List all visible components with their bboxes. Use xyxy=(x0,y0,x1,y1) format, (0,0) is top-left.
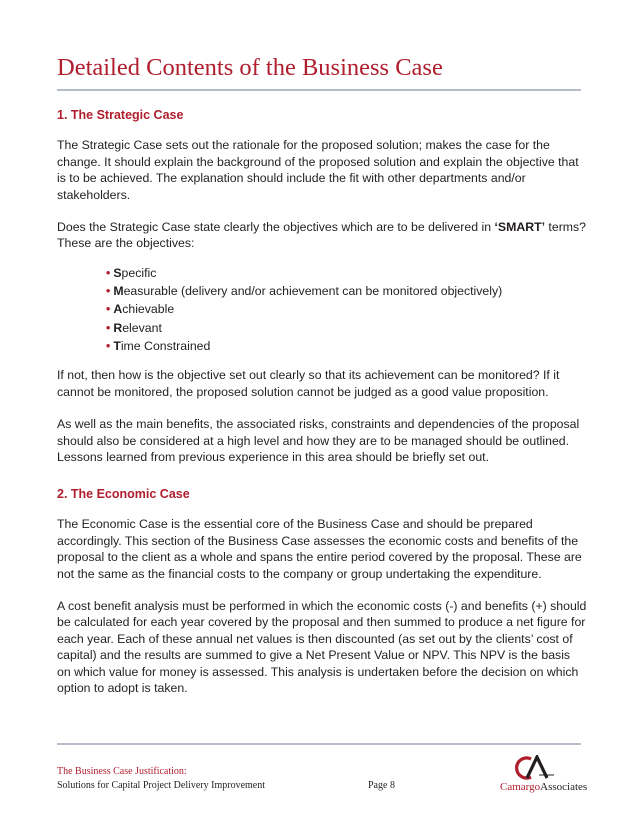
strategic-case-heading: 1. The Strategic Case xyxy=(57,108,184,122)
list-item-text: ime Constrained xyxy=(120,339,211,354)
strategic-case-paragraph-1: The Strategic Case sets out the rationale for the proposed solution; makes the case for the change. It should explain the background of the proposed solution and explain the objective that is to be achieved. The explanation should include the fit with other departments and/or stakeholders. xyxy=(57,138,579,202)
list-item xyxy=(106,264,587,282)
company-name xyxy=(500,781,587,793)
list-item xyxy=(106,282,587,300)
strategic-case-paragraph-2 xyxy=(57,219,587,252)
bullet-icon: • xyxy=(106,302,111,317)
list-item-initial: S xyxy=(113,265,122,280)
list-item-text: pecific xyxy=(121,265,157,280)
bullet-icon: • xyxy=(106,339,111,354)
list-item-initial: T xyxy=(113,339,121,354)
strategic-case-section xyxy=(57,107,587,465)
list-item-text: chievable xyxy=(122,302,175,317)
list-item xyxy=(106,319,587,337)
footer-document-title: The Business Case Justification: xyxy=(57,766,187,777)
list-item xyxy=(106,300,587,318)
company-name-part-1: Camargo xyxy=(500,781,541,793)
list-item-initial: A xyxy=(113,302,123,317)
economic-case-section xyxy=(57,486,587,696)
list-item-text: elevant xyxy=(122,320,162,335)
top-divider xyxy=(57,89,581,91)
list-item-initial: R xyxy=(113,320,123,335)
page-number: Page 8 xyxy=(368,780,395,791)
list-item-initial: M xyxy=(113,284,124,299)
company-name-part-2: Associates xyxy=(540,781,588,793)
bullet-icon: • xyxy=(106,265,111,280)
smart-objectives-list xyxy=(106,264,587,355)
footer-document-subtitle: Solutions for Capital Project Delivery Improvement xyxy=(57,780,266,791)
bullet-icon: • xyxy=(106,320,111,335)
strategic-case-paragraph-3: If not, then how is the objective set out clearly so that its achievement can be monitored? If it cannot be monitored, the proposed solution cannot be judged as a good value proposition. xyxy=(57,368,560,399)
list-item xyxy=(106,337,587,355)
list-item-text: easurable (delivery and/or achievement can be monitored objectively) xyxy=(123,284,503,299)
economic-case-heading: 2. The Economic Case xyxy=(57,487,190,501)
economic-case-paragraph-2: A cost benefit analysis must be performed in which the economic costs (-) and benefits (+) should be calculated for each year covered by the proposal and then summed to produce a net figure for each year. Each of these annual net values is then discounted (as set out by the clients’ cost of capital) and the results are summed to give a Net Present Value or NPV. This NPV is the basis on which value for money is assessed. This analysis is undertaken before the decision on which option to adopt is taken. xyxy=(57,599,587,696)
smart-term: ‘SMART’ xyxy=(494,220,546,235)
bottom-divider xyxy=(57,743,581,745)
strategic-case-paragraph-4: As well as the main benefits, the associated risks, constraints and dependencies of the proposal should also be considered at a high level and how they are to be managed should be outlined. Lessons learned from previous experience in this area should be briefly set out. xyxy=(57,417,580,464)
smart-question-tail: terms? These are the objectives: xyxy=(57,220,587,251)
page-title: Detailed Contents of the Business Case xyxy=(57,54,443,81)
smart-question-text: Does the Strategic Case state clearly the objectives which are to be delivered in xyxy=(57,220,495,235)
bullet-icon: • xyxy=(106,284,111,299)
company-logo-icon xyxy=(515,755,555,781)
economic-case-paragraph-1: The Economic Case is the essential core of the Business Case and should be prepared accordingly. This section of the Business Case assesses the economic costs and benefits of the proposal to the client as a whole and spans the entire period covered by the proposal. These are not the same as the financial costs to the company or group undertaking the expenditure. xyxy=(57,517,582,581)
